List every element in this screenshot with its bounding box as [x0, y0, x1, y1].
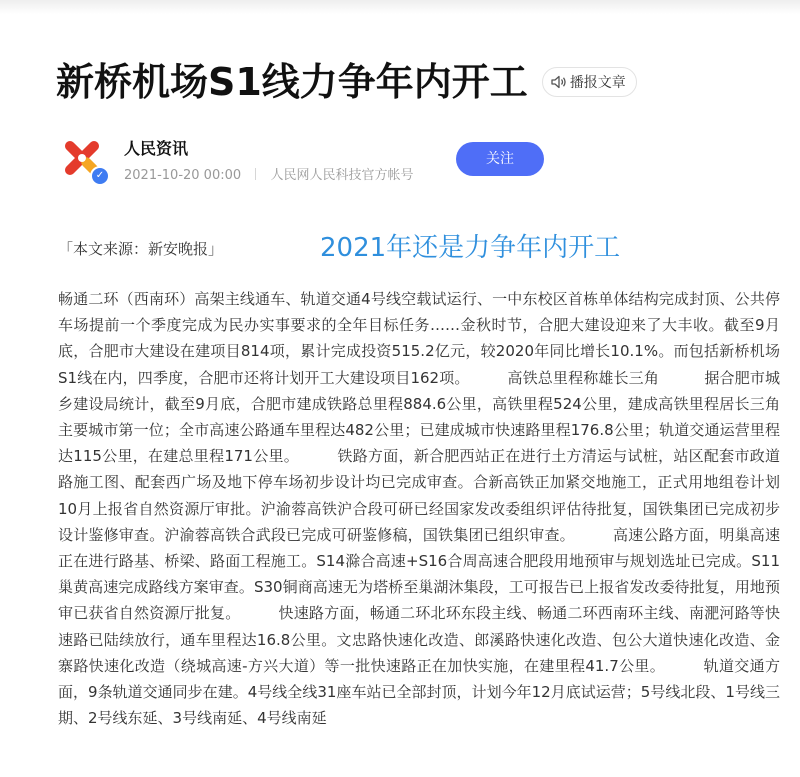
follow-button[interactable]: 关注: [456, 142, 544, 176]
title-row: [56, 58, 637, 106]
listen-label: 播报文章: [569, 75, 626, 91]
author-avatar[interactable]: [58, 134, 110, 186]
verified-badge-icon: ✓: [90, 166, 110, 186]
author-row: [58, 134, 758, 190]
author-description: 人民网人民科技官方帐号: [270, 168, 414, 183]
meta-divider: [255, 168, 256, 180]
speaker-icon: [551, 75, 567, 89]
article-title: 新桥机场S1线力争年内开工: [56, 60, 528, 104]
article-headline: 2021年还是力争年内开工: [320, 233, 621, 263]
listen-article-button[interactable]: [542, 67, 637, 97]
author-meta: [124, 164, 413, 183]
top-bar-shadow: [0, 0, 800, 14]
article-source: 「本文来源：新安晚报」: [58, 240, 224, 258]
publish-date: 2021-10-20 00:00: [124, 168, 242, 183]
article-body: 畅通二环（西南环）高架主线通车、轨道交通4号线空载试运行、一中东校区首栋单体结构完成封顶、公共停车场提前一个季度完成为民办实事要求的全年目标任务……金秋时节，合肥大建设迎来了大丰收。截至9月底，合肥市大建设在建项目814项，累计完成投资515.2亿元，较2020年同比增长10.1%。而包括新桥机场S1线在内，四季度，合肥市还将计划开工大建设项目162项。 高铁总里程称雄长三角 据合肥市城乡建设局统计，截至9月底，合肥市建成铁路总里程884.6公里，高铁里程524公里，建成高铁里程居长三角主要城市第一位；全市高速公路通车里程达482公里；已建成城市快速路里程176.8公里；轨道交通运营里程达115公里，在建总里程171公里。 铁路方面，新合肥西站正在进行土方清运与试桩，站区配套市政道路施工图、配套西广场及地下停车场初步设计均已完成审查。合新高铁正加紧交地施工，正式用地组卷计划10月上报省自然资源厅审批。沪渝蓉高铁沪合段可研已经国家发改委组织评估待批复，国铁集团已完成初步设计鉴修审查。沪渝蓉高铁合武段已完成可研鉴修稿，国铁集团已组织审查。 高速公路方面，明巢高速正在进行路基、桥梁、路面工程施工。S14滁合高速+S16合周高速合肥段用地预审与规划选址已完成。S11巢黄高速完成路线方案审查。S30铜商高速无为塔桥至巢湖沐集段，工可报告已上报省发改委待批复，用地预审已获省自然资源厅批复。 快速路方面，畅通二环北环东段主线、畅通二环西南环主线、南淝河路等快速路已陆续放行，通车里程达16.8公里。文忠路快速化改造、郎溪路快速化改造、包公大道快速化改造、金寨路快速化改造（绕城高速-方兴大道）等一批快速路正在加快实施，在建里程41.7公里。 轨道交通方面，9条轨道交通同步在建。4号线全线31座车站已全部封顶，计划今年12月底试运营；5号线北段、1号线三期、2号线东延、3号线南延、4号线南延: [58, 290, 780, 728]
author-name[interactable]: 人民资讯: [124, 139, 189, 158]
